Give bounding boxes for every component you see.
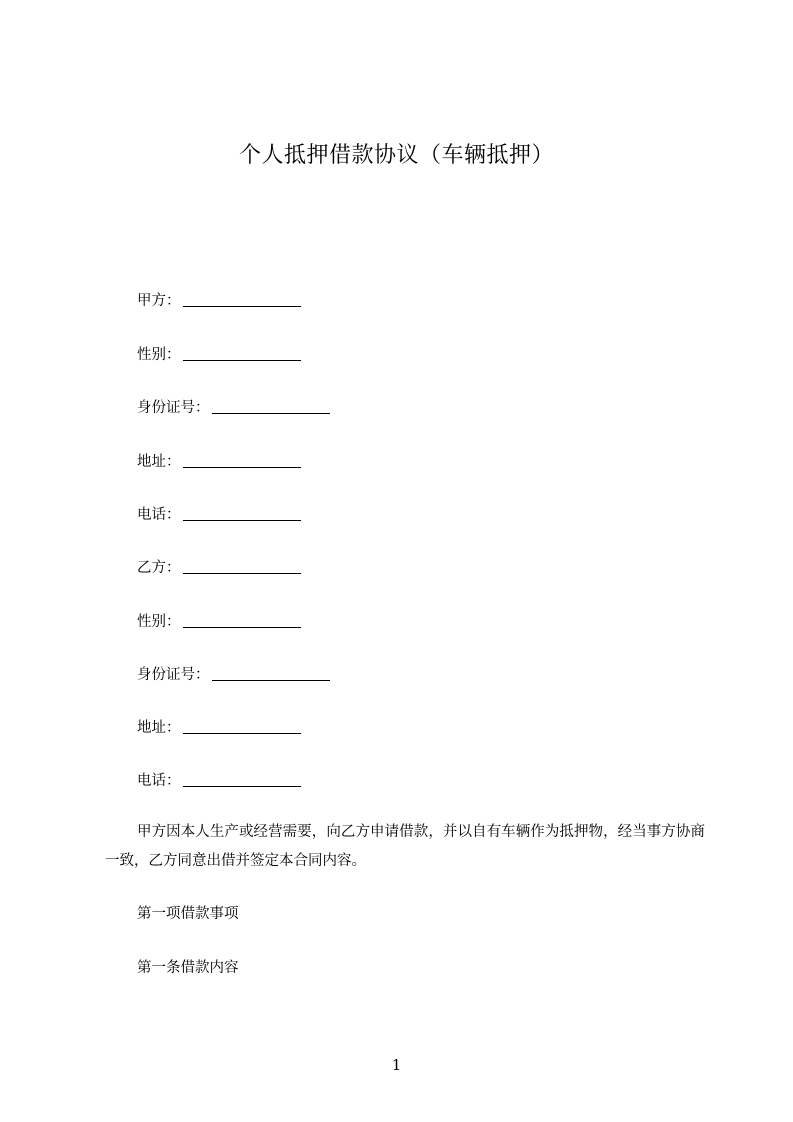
party-b-phone-blank — [183, 770, 301, 787]
section-heading: 第一项借款事项 — [137, 906, 239, 922]
party-b-name-label: 乙方： — [137, 560, 181, 576]
party-a-id-field — [137, 397, 330, 419]
article-heading: 第一条借款内容 — [137, 960, 239, 976]
intro-paragraph: 甲方因本人生产或经营需要，向乙方申请借款，并以自有车辆作为抵押物，经当事方协商一致，乙方同意出借并签定本合同内容。 — [105, 824, 705, 869]
party-b-name-blank — [183, 557, 301, 574]
party-b-phone-label: 电话： — [137, 773, 181, 789]
party-b-name-field — [137, 557, 301, 579]
party-a-gender-label: 性别： — [137, 347, 181, 363]
party-b-phone-field — [137, 770, 301, 792]
party-a-name-blank — [183, 290, 301, 307]
party-a-phone-label: 电话： — [137, 507, 181, 523]
party-b-address-label: 地址： — [137, 720, 181, 736]
party-a-name-field — [137, 290, 301, 312]
party-a-gender-field — [137, 344, 301, 366]
party-a-phone-field — [137, 504, 301, 526]
party-a-address-label: 地址： — [137, 454, 181, 470]
party-b-address-field — [137, 717, 301, 739]
party-b-gender-blank — [183, 611, 301, 628]
party-a-phone-blank — [183, 504, 301, 521]
party-b-gender-field — [137, 611, 301, 633]
party-a-name-label: 甲方： — [137, 293, 181, 309]
party-b-id-blank — [212, 664, 330, 681]
document-title: 个人抵押借款协议（车辆抵押） — [238, 143, 554, 168]
party-b-gender-label: 性别： — [137, 614, 181, 630]
party-b-id-field — [137, 664, 330, 686]
party-a-gender-blank — [183, 344, 301, 361]
page-number: 1 — [391, 1056, 402, 1074]
party-a-address-field — [137, 451, 301, 473]
party-a-id-label: 身份证号： — [137, 400, 210, 416]
party-b-id-label: 身份证号： — [137, 667, 210, 683]
party-b-address-blank — [183, 717, 301, 734]
party-a-id-blank — [212, 397, 330, 414]
party-a-address-blank — [183, 451, 301, 468]
